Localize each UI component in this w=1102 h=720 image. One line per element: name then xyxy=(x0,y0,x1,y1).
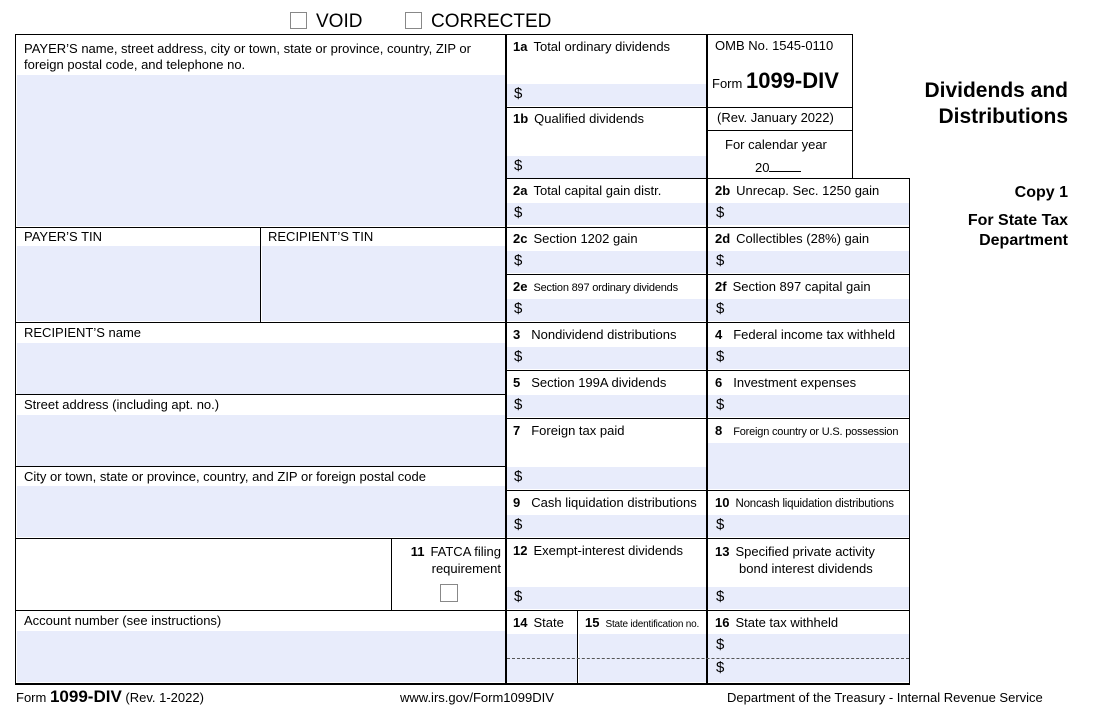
box-10-label: 10 Noncash liquidation distributions xyxy=(715,495,894,510)
box-2b-field[interactable] xyxy=(708,203,909,225)
payer-tin-field[interactable] xyxy=(17,246,260,321)
box-2d-field[interactable] xyxy=(708,251,909,273)
box-2f-dollar: $ xyxy=(716,300,725,317)
box-2e-dollar: $ xyxy=(514,300,523,317)
form-title: Dividends and Distributions xyxy=(924,79,1068,128)
street-address-label: Street address (including apt. no.) xyxy=(24,397,220,412)
city-label: City or town, state or province, country, and ZIP or foreign postal code xyxy=(24,469,426,484)
box-16-dollar-1: $ xyxy=(716,636,725,653)
account-number-field[interactable] xyxy=(17,631,505,682)
account-number-label: Account number (see instructions) xyxy=(24,613,222,628)
box-1a-label: 1a Total ordinary dividends xyxy=(513,39,671,54)
recipient-tin-field[interactable] xyxy=(262,246,505,321)
corrected-checkbox[interactable] xyxy=(405,12,422,29)
recipient-name-label: RECIPIENT’S name xyxy=(24,325,142,340)
box-2c-label: 2c Section 1202 gain xyxy=(513,231,638,246)
calendar-year-field[interactable]: 20 xyxy=(755,159,801,176)
box-1b-field[interactable] xyxy=(507,156,706,178)
box-16-dollar-2: $ xyxy=(716,659,725,676)
box-7-label: 7 Foreign tax paid xyxy=(513,423,625,438)
box-10-field[interactable] xyxy=(708,515,909,537)
box-9-label: 9 Cash liquidation distributions xyxy=(513,495,697,510)
copy-description: For State Tax Department xyxy=(967,212,1068,249)
payer-info-field[interactable] xyxy=(17,75,505,226)
payer-tin-label: PAYER’S TIN xyxy=(24,229,103,244)
box-11-label: 11 FATCA filing requirement xyxy=(410,544,501,576)
box-2b-label: 2b Unrecap. Sec. 1250 gain xyxy=(715,183,880,198)
box-2f-label: 2f Section 897 capital gain xyxy=(715,279,871,294)
box-12-field[interactable] xyxy=(507,587,706,609)
box-2e-field[interactable] xyxy=(507,299,706,321)
box-2c-dollar: $ xyxy=(514,252,523,269)
box-2c-field[interactable] xyxy=(507,251,706,273)
calendar-year-label: For calendar year xyxy=(725,137,827,152)
box-3-dollar: $ xyxy=(514,348,523,365)
box-2d-dollar: $ xyxy=(716,252,725,269)
box-13-dollar: $ xyxy=(716,588,725,605)
box-1b-dollar: $ xyxy=(514,157,523,174)
box-2b-dollar: $ xyxy=(716,204,725,221)
form-name-top: Form 1099-DIV xyxy=(712,68,839,93)
box-2f-field[interactable] xyxy=(708,299,909,321)
box-6-label: 6 Investment expenses xyxy=(715,375,857,390)
box-8-label: 8 Foreign country or U.S. possession xyxy=(715,423,899,438)
box-1b-label: 1b Qualified dividends xyxy=(513,111,645,126)
box-6-field[interactable] xyxy=(708,395,909,417)
box-14-label: 14 State xyxy=(513,615,564,630)
box-2a-dollar: $ xyxy=(514,204,523,221)
payer-info-label: PAYER’S name, street address, city or town, state or province, country, ZIP or foreign postal code, and telephone no. xyxy=(24,41,471,72)
copy-title: Copy 1 xyxy=(1014,184,1068,201)
box-5-label: 5 Section 199A dividends xyxy=(513,375,667,390)
box-8-field[interactable] xyxy=(708,443,909,489)
void-checkbox[interactable] xyxy=(290,12,307,29)
footer-form-name: Form 1099-DIV (Rev. 1-2022) xyxy=(16,687,204,706)
box-6-dollar: $ xyxy=(716,396,725,413)
box-12-dollar: $ xyxy=(514,588,523,605)
box-12-label: 12 Exempt-interest dividends xyxy=(513,543,684,558)
box-15-label: 15 State identification no. xyxy=(585,615,700,630)
box-2d-label: 2d Collectibles (28%) gain xyxy=(715,231,870,246)
box-3-field[interactable] xyxy=(507,347,706,369)
box-13-field[interactable] xyxy=(708,587,909,609)
form-revision: (Rev. January 2022) xyxy=(717,110,834,125)
recipient-name-field[interactable] xyxy=(17,343,505,394)
footer-url[interactable]: www.irs.gov/Form1099DIV xyxy=(400,690,554,705)
box-2a-label: 2a Total capital gain distr. xyxy=(513,183,662,198)
box-4-field[interactable] xyxy=(708,347,909,369)
void-label: VOID xyxy=(316,11,363,32)
box-2a-field[interactable] xyxy=(507,203,706,225)
box-10-dollar: $ xyxy=(716,516,725,533)
box-1a-field[interactable] xyxy=(507,84,706,106)
box-5-dollar: $ xyxy=(514,396,523,413)
box-7-dollar: $ xyxy=(514,468,523,485)
box-9-field[interactable] xyxy=(507,515,706,537)
box-3-label: 3 Nondividend distributions xyxy=(513,327,677,342)
box-13-label: 13 Specified private activity bond interest dividends xyxy=(715,544,875,576)
box-5-field[interactable] xyxy=(507,395,706,417)
footer-agency: Department of the Treasury - Internal Revenue Service xyxy=(727,690,1043,705)
city-field[interactable] xyxy=(17,486,505,537)
street-address-field[interactable] xyxy=(17,415,505,466)
box-1a-dollar: $ xyxy=(514,85,523,102)
box-9-dollar: $ xyxy=(514,516,523,533)
box-7-field[interactable] xyxy=(507,467,706,489)
omb-number: OMB No. 1545-0110 xyxy=(715,38,834,53)
fatca-checkbox[interactable] xyxy=(440,584,458,602)
box-2e-label: 2e Section 897 ordinary dividends xyxy=(513,279,678,294)
recipient-tin-label: RECIPIENT’S TIN xyxy=(268,229,374,244)
box-16-label: 16 State tax withheld xyxy=(715,615,839,630)
corrected-label: CORRECTED xyxy=(431,11,552,32)
box-4-label: 4 Federal income tax withheld xyxy=(715,327,896,342)
box-4-dollar: $ xyxy=(716,348,725,365)
